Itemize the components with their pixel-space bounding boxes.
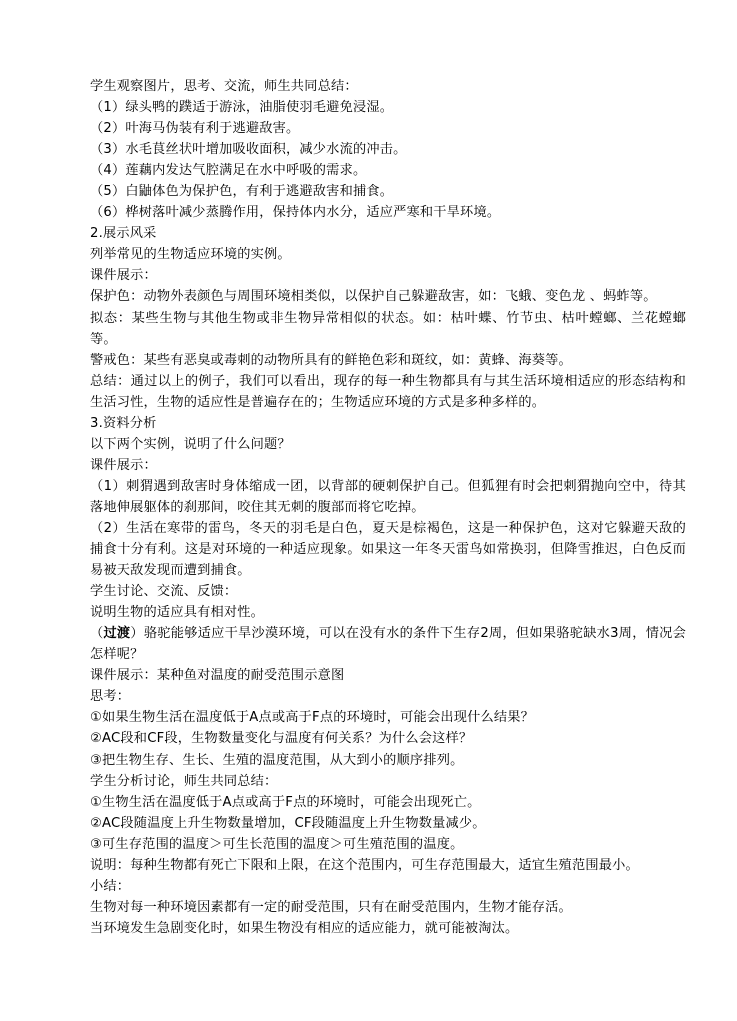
mimicry-paragraph: 拟态：某些生物与其他生物或非生物异常相似的状态。如：枯叶蝶、竹节虫、枯叶螳螂、兰花螳螂等。 [90, 310, 686, 347]
transition-open-paren: （ [90, 626, 104, 642]
section-2-task: 列举常见的生物适应环境的实例。 [90, 247, 291, 263]
intro-line: 学生观察图片，思考、交流，师生共同总结： [90, 79, 358, 94]
discussion-line: 学生讨论、交流、反馈： [90, 584, 238, 600]
document-page [90, 76, 686, 939]
answer-1: ①生物生活在温度低于A点或高于F点的环境时，可能会出现死亡。 [90, 794, 481, 810]
think-question-2: ②AC段和CF段，生物数量变化与温度有何关系？为什么会这样？ [90, 731, 473, 747]
section-3-heading: 3.资料分析 [90, 415, 157, 431]
section-2-display-label: 课件展示： [90, 268, 157, 284]
answer-2: ②AC段随温度上升生物数量增加，CF段随温度上升生物数量减少。 [90, 815, 486, 831]
warning-color-paragraph: 警戒色：某些有恶臭或毒刺的动物所具有的鲜艳色彩和斑纹，如：黄蜂、海葵等。 [90, 352, 572, 368]
tolerance-display: 课件展示：某种鱼对温度的耐受范围示意图 [90, 668, 345, 684]
wrapup-line-2: 当环境发生急剧变化时，如果生物没有相应的适应能力，就可能被淘汰。 [90, 920, 519, 936]
transition-keyword: 过渡 [103, 626, 131, 642]
analysis-line: 学生分析讨论，师生共同总结： [90, 773, 278, 789]
think-question-3: ③把生物生存、生长、生殖的温度范围，从大到小的顺序排列。 [90, 752, 464, 768]
explanation-line: 说明：每种生物都有死亡下限和上限，在这个范围内，可生存范围最大，适宜生殖范围最小。 [90, 857, 639, 873]
hedgehog-case: （1）刺猬遇到敌害时身体缩成一团，以背部的硬刺保护自己。但狐狸有时会把刺猬抛向空中，待其落地伸展躯体的刹那间，咬住其无刺的腹部而将它吃掉。 [90, 478, 686, 515]
wrapup-line-1: 生物对每一种环境因素都有一定的耐受范围，只有在耐受范围内，生物才能存活。 [90, 899, 572, 915]
example-4: （4）莲藕内发达气腔满足在水中呼吸的需求。 [90, 163, 367, 179]
example-2: （2）叶海马伪装有利于逃避敌害。 [90, 121, 300, 137]
think-label: 思考： [90, 689, 131, 705]
section-2-summary: 总结：通过以上的例子，我们可以看出，现存的每一种生物都具有与其生活环境相适应的形态结构和生活习性，生物的适应性是普遍存在的；生物适应环境的方式是多种多样的。 [90, 373, 686, 410]
relativity-conclusion: 说明生物的适应具有相对性。 [90, 605, 265, 621]
example-3: （3）水毛茛丝状叶增加吸收面积，减少水流的冲击。 [90, 142, 407, 158]
example-6: （6）桦树落叶减少蒸腾作用，保持体内水分，适应严寒和干旱环境。 [90, 205, 501, 221]
section-3-display-label: 课件展示： [90, 457, 157, 473]
wrapup-label: 小结： [90, 878, 131, 894]
transition-text: ）骆驼能够适应干旱沙漠环境，可以在没有水的条件下生存2周，但如果骆驼缺水3周，情况会怎样呢？ [90, 626, 686, 663]
example-5: （5）白鼬体色为保护色，有利于逃避敌害和捕食。 [90, 184, 394, 200]
ptarmigan-case: （2）生活在寒带的雷鸟，冬天的羽毛是白色，夏天是棕褐色，这是一种保护色，这对它躲避天敌的捕食十分有利。这是对环境的一种适应现象。如果这一年冬天雷鸟如常换羽，但降雪推迟，白色反而易被天敌发现而遭到捕食。 [90, 520, 686, 579]
example-1: （1）绿头鸭的蹼适于游泳，油脂使羽毛避免浸湿。 [90, 100, 394, 116]
transition-paragraph [90, 623, 686, 665]
section-3-question: 以下两个实例，说明了什么问题？ [90, 436, 291, 452]
protective-color-paragraph: 保护色：动物外表颜色与周围环境相类似，以保护自己躲避敌害，如：飞蛾、变色龙 、蚂蚱等。 [90, 289, 657, 305]
section-2-heading: 2.展示风采 [90, 226, 157, 242]
answer-3: ③可生存范围的温度＞可生长范围的温度＞可生殖范围的温度。 [90, 836, 464, 852]
think-question-1: ①如果生物生活在温度低于A点或高于F点的环境时，可能会出现什么结果？ [90, 710, 535, 726]
